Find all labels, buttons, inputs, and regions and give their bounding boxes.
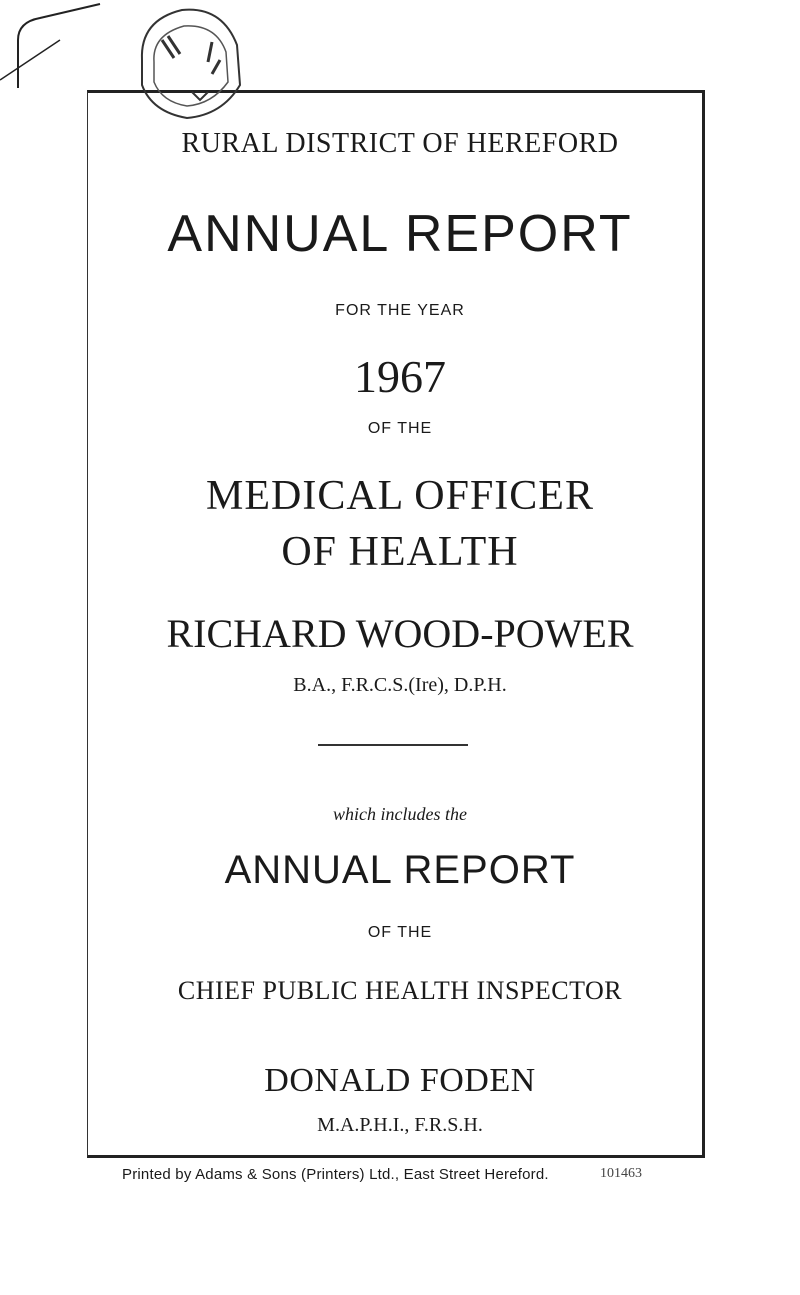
inspector-office-title: CHIEF PUBLIC HEALTH INSPECTOR [177, 976, 623, 1005]
of-the-label: OF THE [367, 420, 433, 437]
office-title-line2: OF HEALTH [281, 529, 519, 575]
corner-mark-icon [0, 0, 110, 90]
for-the-year-label: FOR THE YEAR [335, 302, 465, 319]
crest-emblem-icon [112, 0, 262, 130]
officer-qualifications: B.A., F.R.C.S.(Ire), D.P.H. [293, 674, 507, 696]
secondary-of-the-label: OF THE [367, 924, 433, 941]
office-title-line1: MEDICAL OFFICER [206, 473, 594, 519]
divider-rule [318, 744, 468, 746]
officer-name: RICHARD WOOD-POWER [166, 611, 634, 656]
report-title: ANNUAL REPORT [167, 205, 633, 263]
secondary-report-title: ANNUAL REPORT [224, 848, 576, 892]
inspector-name: DONALD FODEN [264, 1062, 536, 1099]
print-code: 101463 [600, 1166, 642, 1181]
report-year: 1967 [354, 351, 446, 402]
inspector-qualifications: M.A.P.H.I., F.R.S.H. [317, 1114, 483, 1136]
printer-imprint: Printed by Adams & Sons (Printers) Ltd., East Street Hereford. [122, 1166, 549, 1183]
district-heading: RURAL DISTRICT OF HEREFORD [181, 128, 619, 159]
includes-text: which includes the [333, 804, 467, 824]
